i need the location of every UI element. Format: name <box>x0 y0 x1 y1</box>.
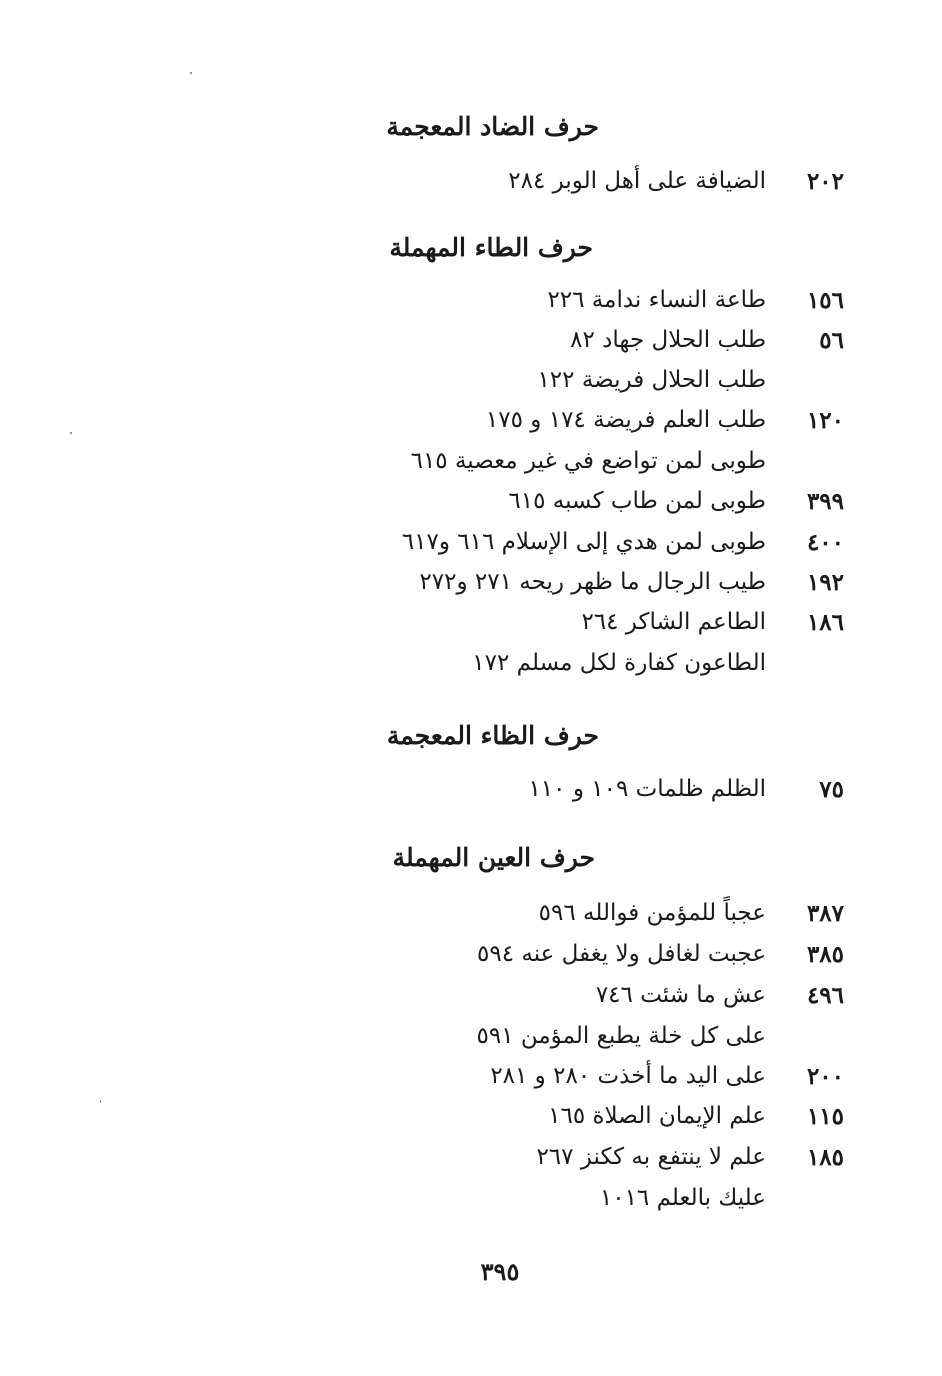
entry-text: الضيافة على أهل الوبر ٢٨٤ <box>508 168 766 194</box>
section-heading-taa: حرف الطاء المهملة <box>389 233 593 262</box>
page-number: ٣٩٥ <box>480 1257 520 1286</box>
entry-text: عجبت لغافل ولا يغفل عنه ٥٩٤ <box>476 941 766 967</box>
entry-text: طلب الحلال فريضة ١٢٢ <box>537 367 766 393</box>
section-heading-ayn: حرف العين المهملة <box>392 843 595 872</box>
entry-text: الطاعم الشاكر ٢٦٤ <box>581 609 766 635</box>
entry-number: ٣٩٩ <box>806 488 844 515</box>
entry-text: علم الإيمان الصلاة ١٦٥ <box>548 1103 766 1129</box>
entry-number: ١١٥ <box>806 1103 844 1130</box>
entry-text: على كل خلة يطبع المؤمن ٥٩١ <box>476 1023 766 1049</box>
entry-number: ١٨٦ <box>806 609 844 636</box>
entry-text: طلب العلم فريضة ١٧٤ و ١٧٥ <box>485 407 766 433</box>
entry-number: ٢٠٢ <box>806 168 844 195</box>
entry-text: علم لا ينتفع به ككنز ٢٦٧ <box>536 1144 766 1170</box>
entry-number: ٤٠٠ <box>806 529 844 556</box>
entry-number: ١٥٦ <box>806 287 844 314</box>
entry-text: على اليد ما أخذت ٢٨٠ و ٢٨١ <box>490 1063 766 1089</box>
scan-speck <box>100 1100 101 1103</box>
entry-text: طلب الحلال جهاد ٨٢ <box>570 327 766 353</box>
entry-text: طاعة النساء ندامة ٢٢٦ <box>547 287 766 313</box>
entry-text: طيب الرجال ما ظهر ريحه ٢٧١ و٢٧٢ <box>419 569 766 595</box>
entry-text: الظلم ظلمات ١٠٩ و ١١٠ <box>528 776 766 802</box>
entry-number: ٧٥ <box>819 776 844 803</box>
section-heading-dad: حرف الضاد المعجمة <box>386 112 599 141</box>
entry-text: عليك بالعلم ١٠١٦ <box>599 1185 766 1211</box>
entry-number: ٣٨٥ <box>806 941 844 968</box>
scan-speck <box>70 432 72 434</box>
section-heading-zaa: حرف الظاء المعجمة <box>386 721 599 750</box>
entry-number: ١٨٥ <box>806 1144 844 1171</box>
entry-number: ٣٨٧ <box>806 900 844 927</box>
entry-number: ٥٦ <box>819 327 844 354</box>
entry-text: عش ما شئت ٧٤٦ <box>595 982 766 1008</box>
entry-text: طوبى لمن طاب كسبه ٦١٥ <box>508 488 766 514</box>
scan-speck <box>190 72 192 74</box>
entry-text: طوبى لمن هدي إلى الإسلام ٦١٦ و٦١٧ <box>401 529 766 555</box>
entry-text: عجباً للمؤمن فوالله ٥٩٦ <box>538 900 766 926</box>
entry-number: ٢٠٠ <box>806 1063 844 1090</box>
entry-text: الطاعون كفارة لكل مسلم ١٧٢ <box>472 650 766 676</box>
entry-number: ١٢٠ <box>806 407 844 434</box>
entry-number: ٤٩٦ <box>806 982 844 1009</box>
entry-number: ١٩٢ <box>806 569 844 596</box>
entry-text: طوبى لمن تواضع في غير معصية ٦١٥ <box>410 448 766 474</box>
